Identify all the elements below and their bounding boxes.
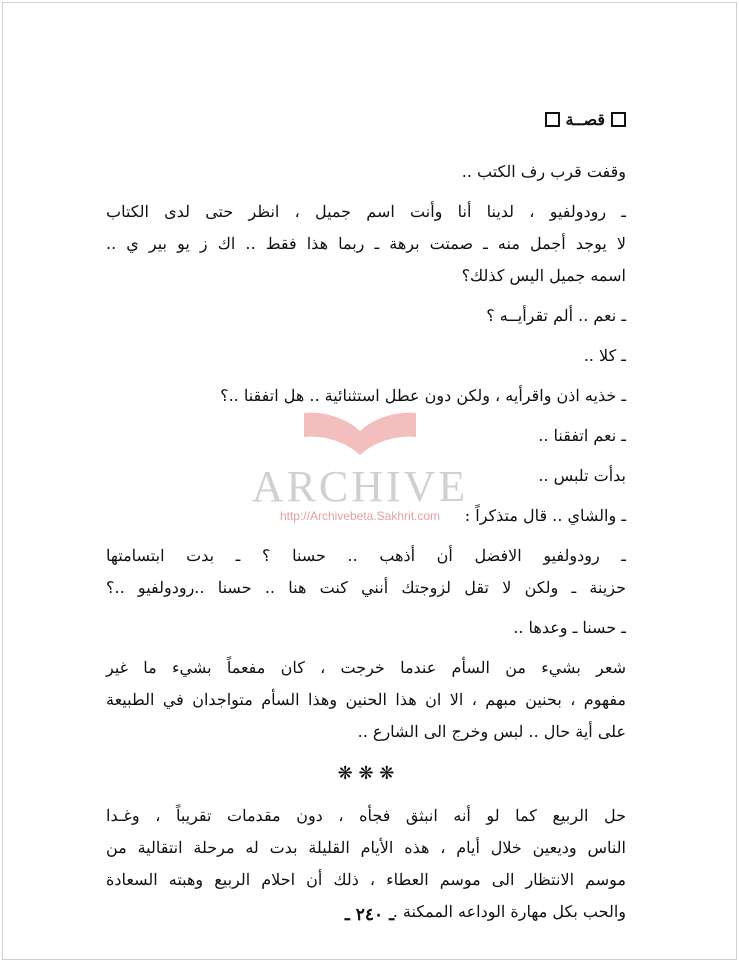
text-line: شعر بشيء من السأم عندما خرجت ، كان مفعماً بشيء ما غير xyxy=(106,658,626,677)
text-line: ـ نعم .. ألم تقرأيــه ؟ xyxy=(486,306,626,325)
text-line: ـ والشاي .. قال متذكراً : xyxy=(464,506,626,525)
box-icon xyxy=(545,112,560,127)
text-line: موسم الانتظار الى موسم العطاء ، ذلك أن احلام الربيع وهبته السعادة xyxy=(106,870,626,889)
text-line: ـ كلا .. xyxy=(583,346,626,365)
section-header xyxy=(545,110,626,129)
text-line: بدأت تلبس .. xyxy=(538,466,626,485)
text-line: وقفت قرب رف الكتب .. xyxy=(461,162,626,181)
text-line: اسمه جميل اليس كذلك؟ xyxy=(461,266,626,285)
text-line: على أية حال .. لبس وخرج الى الشارع .. xyxy=(357,722,626,741)
text-line: حزينة ـ ولكن لا تقل لزوجتك أنني كنت هنا .. حسنا ..رودولفيو ..؟ xyxy=(106,578,626,597)
text-line: حل الربيع كما لو أنه انبثق فجأه ، دون مقدمات تقريباً ، وغـدا xyxy=(106,806,626,825)
text-line: ـ حسنا ـ وعدها .. xyxy=(513,618,626,637)
text-line: ـ نعم اتفقنا .. xyxy=(538,426,626,445)
text-line: الناس وديعين خلال أيام ، هذه الأيام القليلة بدت له مرحلة انتقالية من xyxy=(106,838,626,857)
story-text xyxy=(106,156,626,928)
watermark-url: http://Archivebeta.Sakhrit.com xyxy=(279,509,441,523)
section-title: قصــة xyxy=(565,110,605,129)
text-line: ـ خذيه اذن واقرأيه ، ولكن دون عطل استثنائية .. هل اتفقنا ..؟ xyxy=(220,386,626,405)
text-line: مفهوم ، بحنين مبهم ، الا ان هذا الحنين وهذا السأم متواجدان في الطبيعة xyxy=(106,690,626,709)
text-line: والحب بكل مهارة الوداعه الممكنة . xyxy=(392,902,626,921)
section-separator: ❋ ❋ ❋ xyxy=(337,763,395,784)
watermark-title: ARCHIVE xyxy=(251,462,469,511)
text-line: ـ رودولفيو الافضل أن أذهب .. حسنا ؟ ـ بدت ابتسامتها xyxy=(106,546,626,565)
box-icon xyxy=(611,112,626,127)
text-line: ـ رودولفيو ، لدينا أنا وأنت اسم جميل ، انظر حتى لدى الكتاب xyxy=(106,202,626,221)
page-number: ـ ٢٤٠ ـ xyxy=(344,905,395,925)
text-line: لا يوجد أجمل منه ـ صمتت برهة ـ ربما هذا فقط .. اك ز يو بير ي .. xyxy=(106,234,626,253)
